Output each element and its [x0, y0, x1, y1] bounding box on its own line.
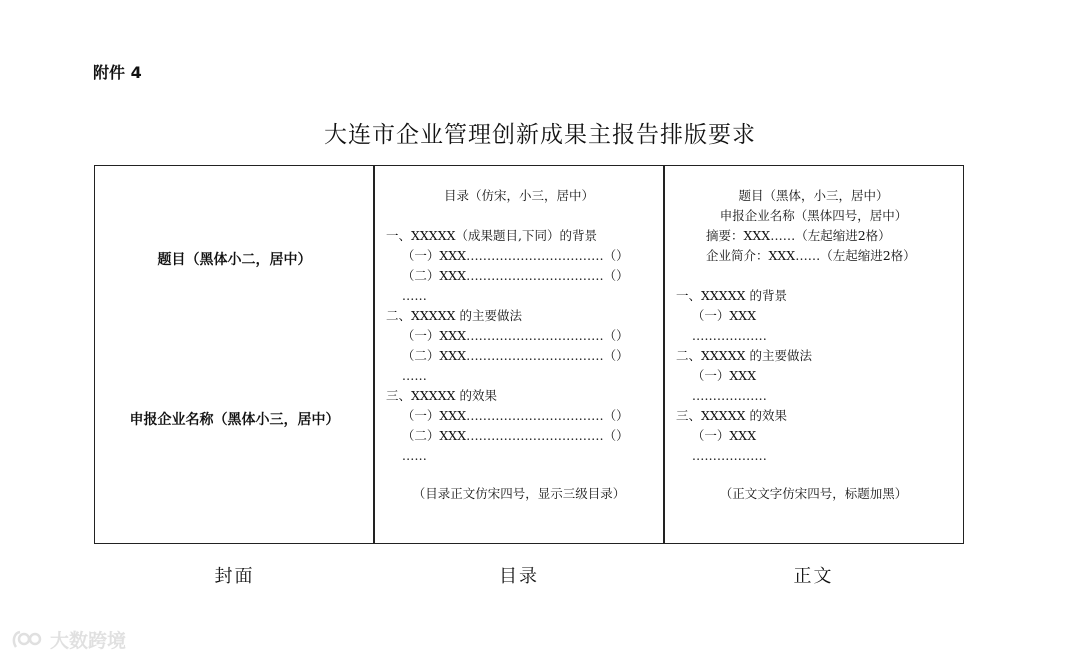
toc-line: （一）XXX……………………………（） [386, 408, 629, 423]
body-line: 三、XXXXX 的效果 [676, 408, 787, 423]
toc-panel [373, 165, 665, 544]
body-line: （一）XXX [676, 308, 757, 323]
toc-note: （目录正文仿宋四号，显示三级目录） [412, 486, 626, 501]
cover-company-line: 申报企业名称（黑体小三，居中） [129, 412, 340, 428]
body-header-line: 申报企业名称（黑体四号，居中） [719, 208, 908, 223]
toc-heading: 目录（仿宋，小三，居中） [443, 188, 594, 203]
body-line: （一）XXX [676, 428, 757, 443]
body-note: （正文文字仿宋四号，标题加黑） [719, 486, 908, 501]
watermark-logo-icon [10, 627, 46, 653]
body-line: 二、XXXXX 的主要做法 [676, 348, 812, 363]
attachment-label: 附件 4 [93, 63, 142, 82]
toc-line: …… [386, 288, 427, 303]
cover-caption: 封面 [214, 566, 255, 587]
body-lines [676, 286, 812, 466]
body-header-line: 题目（黑体，小三，居中） [738, 188, 889, 203]
body-panel [663, 165, 964, 544]
body-line: 一、XXXXX 的背景 [676, 288, 787, 303]
toc-line: 二、XXXXX 的主要做法 [386, 308, 522, 323]
toc-lines [386, 226, 629, 466]
body-indent-line: 企业简介：XXX……（左起缩进2格） [706, 248, 916, 263]
watermark-text: 大数跨境 [50, 630, 127, 652]
document-title: 大连市企业管理创新成果主报告排版要求 [324, 122, 756, 148]
toc-line: 三、XXXXX 的效果 [386, 388, 497, 403]
toc-line: （二）XXX……………………………（） [386, 268, 629, 283]
body-caption: 正文 [793, 566, 834, 587]
cover-panel [94, 165, 375, 544]
toc-line: 一、XXXXX（成果题目,下同）的背景 [386, 228, 597, 243]
toc-line: （一）XXX……………………………（） [386, 328, 629, 343]
toc-line: …… [386, 448, 427, 463]
watermark [10, 626, 126, 653]
toc-line: （二）XXX……………………………（） [386, 348, 629, 363]
toc-line: （一）XXX……………………………（） [386, 248, 629, 263]
body-indent-line: 摘要：XXX……（左起缩进2格） [706, 228, 891, 243]
toc-line: （二）XXX……………………………（） [386, 428, 629, 443]
cover-title-line: 题目（黑体小二，居中） [157, 252, 312, 268]
toc-caption: 目录 [499, 566, 539, 587]
body-line: ……………… [676, 388, 767, 403]
body-line: ……………… [676, 328, 767, 343]
toc-line: …… [386, 368, 427, 383]
body-line: （一）XXX [676, 368, 757, 383]
body-line: ……………… [676, 448, 767, 463]
